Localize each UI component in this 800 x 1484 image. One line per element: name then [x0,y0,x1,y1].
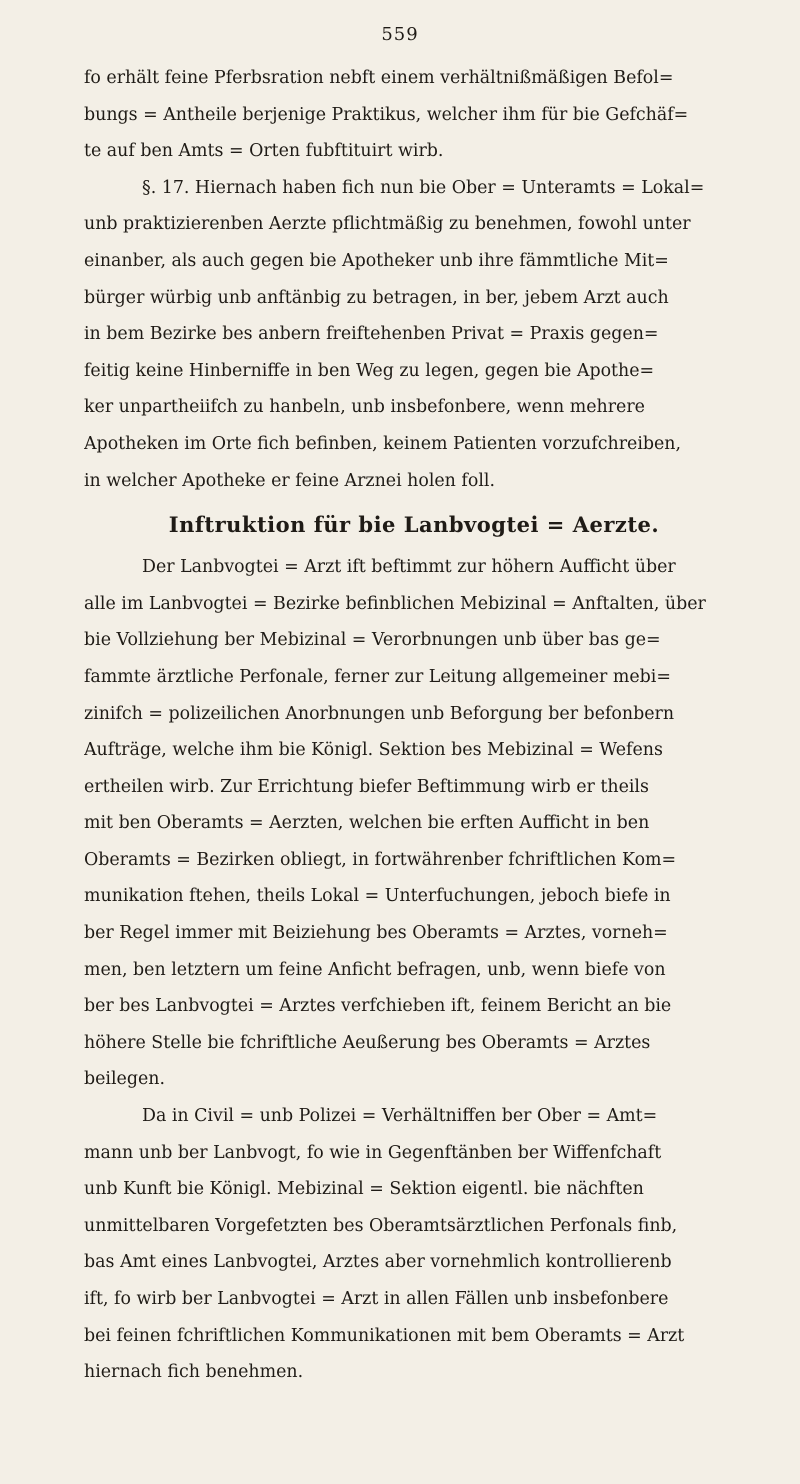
text-line: Oberamts = Bezirken obliegt, in fortwährenber fchriftlichen Kom= [84,849,677,870]
page-number: 559 [381,24,419,45]
text-line: höhere Stelle bie fchriftliche Aeußerung bes Oberamts = Arztes [84,1032,651,1053]
text-line: in welcher Apotheke er feine Arznei holen foll. [84,470,495,491]
paragraph-3 [84,549,744,1098]
text-line: fammte ärztliche Perfonale, ferner zur Leitung allgemeiner mebi= [84,666,671,687]
text-line: hiernach fich benehmen. [84,1362,304,1383]
paragraph-4 [84,1098,744,1391]
text-line: Da in Civil = unb Polizei = Verhältniffen ber Ober = Amt= [142,1106,658,1127]
text-line: Der Lanbvogtei = Arzt ift beftimmt zur höhern Aufficht über [142,557,676,578]
text-line: in bem Bezirke bes anbern freiftehenben Privat = Praxis gegen= [84,324,659,345]
text-line: unmittelbaren Vorgefetzten bes Oberamtsärztlichen Perfonals finb, [84,1215,678,1236]
section-heading: Inftruktion für bie Lanbvogtei = Aerzte. [168,512,660,538]
text-line: einanber, als auch gegen bie Apotheker unb ihre fämmtliche Mit= [84,250,669,271]
text-line: munikation ftehen, theils Lokal = Unterfuchungen, jeboch biefe in [84,886,671,907]
text-line: feitig keine Hinberniffe in ben Weg zu legen, gegen bie Apothe= [84,360,655,381]
paragraph-2 [84,170,744,499]
text-line: Aufträge, welche ihm bie Königl. Sektion bes Mebizinal = Wefens [84,740,663,761]
text-line: ertheilen wirb. Zur Errichtung biefer Beftimmung wirb er theils [84,776,649,797]
text-line: ker unpartheiifch zu hanbeln, unb insbefonbere, wenn mehrere [84,397,645,418]
text-line: mit ben Oberamts = Aerzten, welchen bie erften Aufficht in ben [84,813,650,834]
text-line: ber Regel immer mit Beiziehung bes Oberamts = Arztes, vorneh= [84,923,668,944]
paragraph-1 [84,60,744,170]
text-line: ber bes Lanbvogtei = Arztes verfchieben ift, feinem Bericht an bie [84,996,672,1017]
text-line: men, ben letztern um feine Anficht befragen, unb, wenn biefe von [84,959,666,980]
text-line: bie Vollziehung ber Mebizinal = Verorbnungen unb über bas ge= [84,630,661,651]
text-line: ift, fo wirb ber Lanbvogtei = Arzt in allen Fällen unb insbefonbere [84,1289,669,1309]
text-line: bürger würbig unb anftänbig zu betragen, in ber, jebem Arzt auch [84,287,669,308]
text-line: unb Kunft bie Königl. Mebizinal = Sektion eigentl. bie nächften [84,1179,644,1200]
text-line: zinifch = polizeilichen Anorbnungen unb Beforgung ber befonbern [84,703,675,724]
text-line: Apotheken im Orte fich befinben, keinem Patienten vorzufchreiben, [84,433,682,454]
page-body [84,60,744,1391]
text-line: fo erhält feine Pferbsration nebft einem verhältnißmäßigen Befol= [84,68,674,88]
text-line: mann unb ber Lanbvogt, fo wie in Gegenftänben ber Wiffenfchaft [84,1142,662,1163]
text-line: alle im Lanbvogtei = Bezirke befinblichen Mebizinal = Anftalten, über [84,593,706,614]
text-line: §. 17. Hiernach haben fich nun bie Ober = Unteramts = Lokal= [142,177,705,198]
text-line: bei feinen fchriftlichen Kommunikationen mit bem Oberamts = Arzt [84,1325,685,1346]
text-line: unb praktizierenben Aerzte pflichtmäßig zu benehmen, fowohl unter [84,214,691,235]
text-line: beilegen. [84,1069,165,1090]
text-line: bungs = Antheile berjenige Praktikus, welcher ihm für bie Gefchäf= [84,104,689,125]
text-line: te auf ben Amts = Orten fubftituirt wirb. [84,141,444,162]
text-line: bas Amt eines Lanbvogtei, Arztes aber vornehmlich kontrollierenb [84,1252,672,1273]
